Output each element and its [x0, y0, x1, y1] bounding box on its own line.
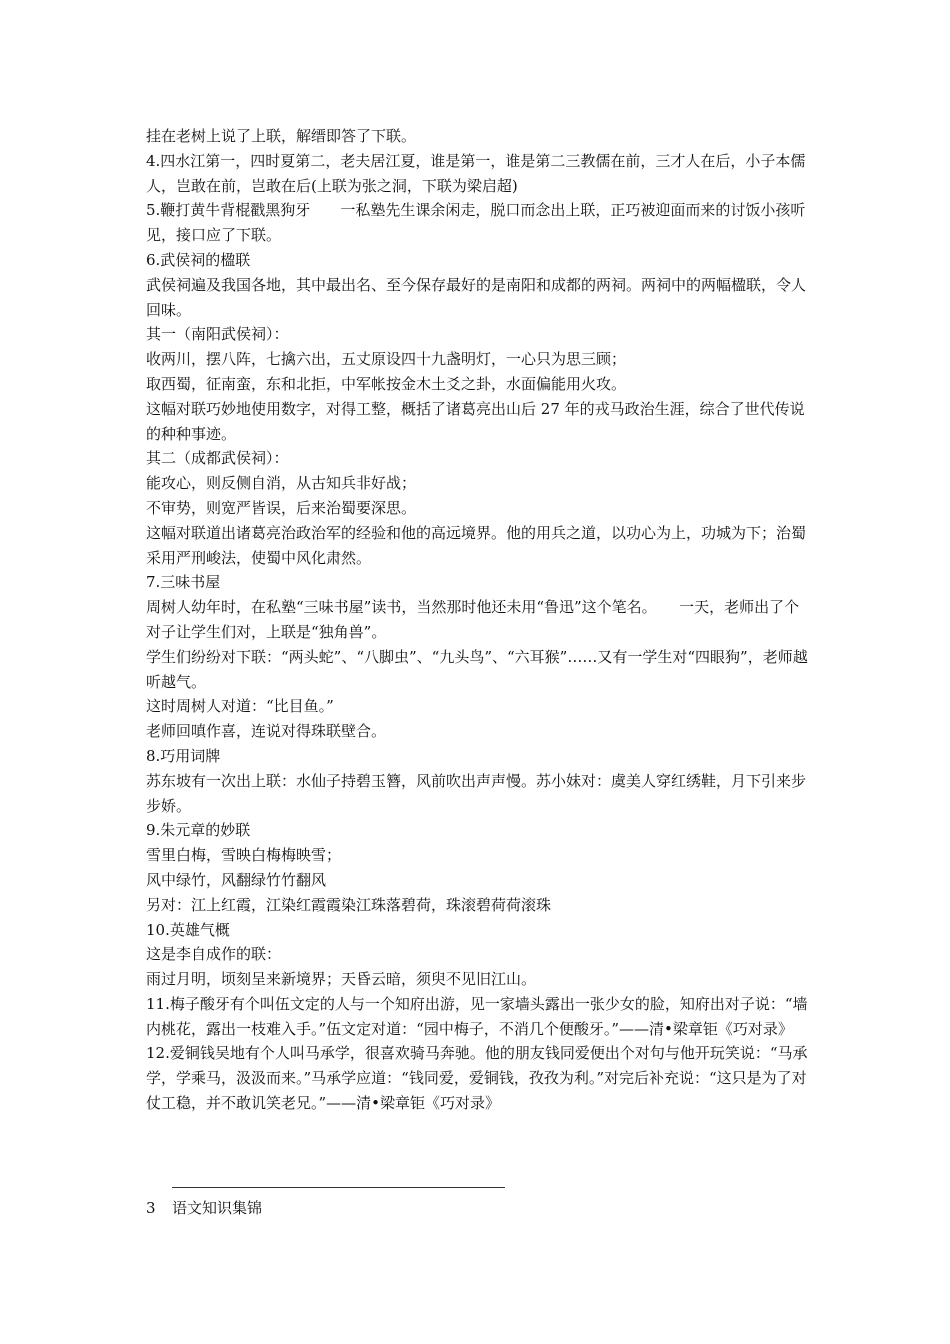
couplet-line: 风中绿竹，风翻绿竹竹翻风 — [146, 870, 327, 889]
body-paragraph: 苏东坡有一次出上联：水仙子持碧玉簪，风前吹出声声慢。苏小妹对：虞美人穿红绣鞋，月下引来步步娇。 — [146, 771, 807, 815]
body-paragraph: 挂在老树上说了上联，解缙即答了下联。 — [146, 127, 417, 145]
item-12-paragraph: 12.爱铜钱吴地有个人叫马承学，很喜欢骑马奔驰。他的朋友钱同爱便出个对句与他开玩笑说：“马承学，学乘马，汲汲而来。”马承学应道：“钱同爱，爱铜钱，孜孜为利。”对完后补充说：“这只是为了对仗工稳，并不敢讥笑老兄。”——清•梁章钜《巧对录》 — [146, 1044, 808, 1113]
item-10-heading: 10.英雄气概 — [146, 920, 230, 939]
page-number: 3 — [146, 1199, 156, 1217]
item-4-paragraph: 4.四水江第一，四时夏第二，老夫居江夏，谁是第一，谁是第二三教儒在前，三才人在后，小子本儒人，岂敢在前，岂敢在后(上联为张之洞，下联为梁启超) — [146, 151, 806, 195]
page-footer — [146, 1196, 262, 1220]
couplet-line: 取西蜀，征南蛮，东和北拒，中军帐按金木土爻之卦，水面偏能用火攻。 — [146, 374, 627, 393]
item-6-heading: 6.武侯祠的楹联 — [146, 250, 251, 269]
couplet-line: 另对：江上红霞，江染红霞霞染江珠落碧荷，珠滚碧荷荷滚珠 — [146, 895, 552, 914]
body-paragraph: 这是李自成作的联： — [146, 945, 282, 964]
footer-title: 语文知识集锦 — [172, 1199, 263, 1217]
body-paragraph: 这幅对联巧妙地使用数字，对得工整，概括了诸葛亮出山后 27 年的戎马政治生涯，综合了世代传说的种种事迹。 — [146, 399, 805, 443]
couplet-line: 收两川，摆八阵，七擒六出，五丈原设四十九盏明灯，一心只为思三顾； — [146, 350, 627, 369]
couplet-line: 不审势，则宽严皆误，后来治蜀要深思。 — [146, 498, 417, 517]
item-9-heading: 9.朱元章的妙联 — [146, 821, 251, 840]
body-paragraph: 老师回嗔作喜，连说对得珠联壁合。 — [146, 722, 387, 741]
body-paragraph: 武侯祠遍及我国各地，其中最出名、至今保存最好的是南阳和成都的两祠。两祠中的两幅楹联，令人回味。 — [146, 275, 807, 319]
body-paragraph: 这幅对联道出诸葛亮治政治军的经验和他的高远境界。他的用兵之道，以功心为上，功城为下；治蜀采用严刑峻法，使蜀中风化肃然。 — [146, 523, 807, 567]
item-11-paragraph: 11.梅子酸牙有个叫伍文定的人与一个知府出游，见一家墙头露出一张少女的脸，知府出对子说：“墙内桃花，露出一枝难入手。”伍文定对道：“园中梅子，不消几个便酸牙。”——清•梁章钜《巧对录》 — [146, 994, 808, 1038]
couplet-line: 雨过月明，顷刻呈来新境界；天昏云暗，须臾不见旧江山。 — [146, 970, 537, 989]
subheading-nanyang: 其一（南阳武侯祠）： — [146, 325, 289, 344]
body-paragraph: 周树人幼年时，在私塾“三味书屋”读书，当然那时他还未用“鲁迅”这个笔名。 一天，老师出了个对子让学生们对，上联是“独角兽”。 — [146, 598, 800, 641]
item-8-heading: 8.巧用词牌 — [146, 746, 221, 765]
body-paragraph: 学生们纷纷对下联：“两头蛇”、“八脚虫”、“九头鸟”、“六耳猴”……又有一学生对“四眼狗”，老师越听越气。 — [146, 647, 808, 691]
item-5-paragraph: 5.鞭打黄牛背棍戳黑狗牙 一私塾先生课余闲走，脱口而念出上联，正巧被迎面而来的讨饭小孩听见，接口应了下联。 — [146, 201, 806, 245]
couplet-line: 能攻心，则反侧自消，从古知兵非好战； — [146, 474, 417, 493]
document-body — [146, 124, 814, 1116]
couplet-line: 雪里白梅，雪映白梅梅映雪； — [146, 846, 342, 865]
subheading-chengdu: 其二（成都武侯祠）： — [146, 449, 289, 468]
body-paragraph: 这时周树人对道：“比目鱼。” — [146, 697, 334, 716]
item-7-heading: 7.三味书屋 — [146, 573, 221, 592]
footer-divider — [172, 1187, 505, 1188]
